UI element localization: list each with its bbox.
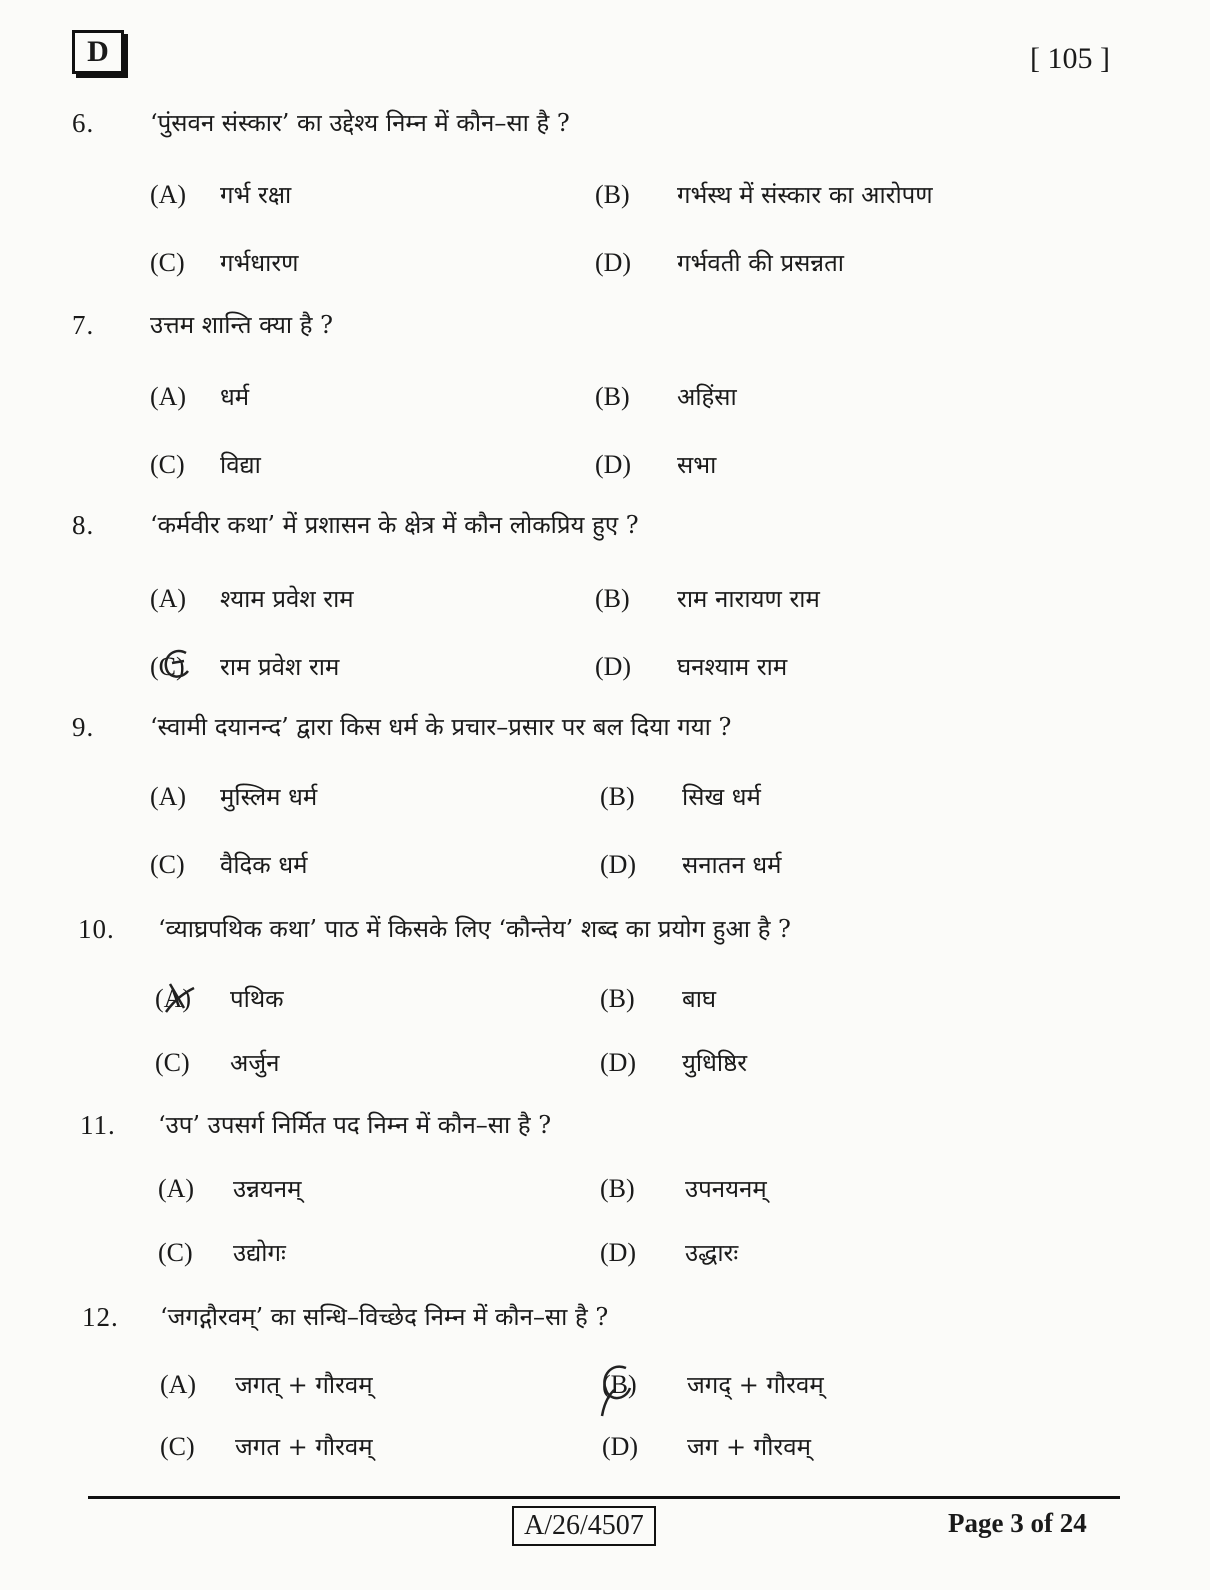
option-label: (B) xyxy=(595,180,630,209)
option-b xyxy=(600,982,716,1015)
option-label: (C) xyxy=(150,652,185,681)
option-label: (B) xyxy=(595,382,630,411)
option-text: पथिक xyxy=(230,985,284,1013)
option-text: गर्भ रक्षा xyxy=(220,181,292,209)
option-text: युधिष्ठिर xyxy=(682,1049,748,1077)
option-label: (A) xyxy=(150,382,187,411)
option-text: धर्म xyxy=(220,383,250,411)
question-text: ‘स्वामी दयानन्द’ द्वारा किस धर्म के प्रचार–प्रसार पर बल दिया गया ? xyxy=(150,713,732,741)
question-7 xyxy=(0,310,1210,510)
option-label: (C) xyxy=(150,248,185,277)
page-reference: [ 105 ] xyxy=(1030,42,1110,75)
option-text: जगत् + गौरवम् xyxy=(235,1371,373,1399)
option-text: गर्भवती की प्रसन्नता xyxy=(677,249,844,277)
option-label: (C) xyxy=(150,850,185,879)
question-text: ‘कर्मवीर कथा’ में प्रशासन के क्षेत्र में कौन लोकप्रिय हुए ? xyxy=(150,511,639,539)
set-code-box: D xyxy=(72,30,124,74)
option-text: जगत + गौरवम् xyxy=(235,1433,373,1461)
option-a xyxy=(150,380,249,413)
option-label: (C) xyxy=(150,450,185,479)
option-label: (D) xyxy=(600,850,637,879)
option-c xyxy=(155,1046,279,1079)
option-b xyxy=(600,780,761,813)
question-number: 12. xyxy=(82,1302,119,1332)
question-text: ‘व्याघ्रपथिक कथा’ पाठ में किसके लिए ‘कौन्तेय’ शब्द का प्रयोग हुआ है ? xyxy=(158,915,791,943)
option-label: (D) xyxy=(600,1048,637,1077)
option-label: (B) xyxy=(600,782,635,811)
option-label: (A) xyxy=(155,984,192,1013)
option-d xyxy=(595,448,716,481)
option-d xyxy=(595,246,844,279)
option-label: (B) xyxy=(595,584,630,613)
option-label: (D) xyxy=(595,450,632,479)
question-text: उत्तम शान्ति क्या है ? xyxy=(150,311,334,339)
option-label: (B) xyxy=(600,984,635,1013)
question-number: 8. xyxy=(72,510,95,540)
option-text: बाघ xyxy=(682,985,717,1013)
option-label: (B) xyxy=(600,1174,635,1203)
question-text: ‘उप’ उपसर्ग निर्मित पद निम्न में कौन–सा है ? xyxy=(158,1111,552,1139)
option-d xyxy=(600,1046,747,1079)
option-text: वैदिक धर्म xyxy=(220,851,308,879)
option-label: (A) xyxy=(158,1174,195,1203)
option-text: उपनयनम् xyxy=(685,1175,767,1203)
option-text: सभा xyxy=(677,451,717,479)
option-d xyxy=(600,1236,738,1269)
option-label: (C) xyxy=(158,1238,193,1267)
option-c xyxy=(150,448,261,481)
question-12 xyxy=(0,1302,1210,1502)
question-11 xyxy=(0,1110,1210,1310)
option-c xyxy=(158,1236,286,1269)
option-label: (A) xyxy=(150,782,187,811)
question-text: ‘पुंसवन संस्कार’ का उद्देश्य निम्न में कौन–सा है ? xyxy=(150,109,570,137)
option-text: अर्जुन xyxy=(230,1049,280,1077)
footer-rule xyxy=(88,1496,1120,1499)
option-label: (D) xyxy=(595,248,632,277)
option-c xyxy=(150,650,339,683)
option-c xyxy=(150,246,299,279)
option-a xyxy=(150,780,317,813)
option-text: अहिंसा xyxy=(677,383,737,411)
option-text: मुस्लिम धर्म xyxy=(220,783,318,811)
option-label: (A) xyxy=(160,1370,197,1399)
question-9 xyxy=(0,712,1210,912)
option-text: श्याम प्रवेश राम xyxy=(220,585,354,613)
option-text: घनश्याम राम xyxy=(677,653,788,681)
option-text: गर्भधारण xyxy=(220,249,299,277)
option-text: उन्नयनम् xyxy=(233,1175,302,1203)
option-b xyxy=(595,582,820,615)
question-number: 6. xyxy=(72,108,95,138)
option-d xyxy=(602,1430,811,1463)
option-text: उद्धारः xyxy=(685,1239,739,1267)
question-number: 11. xyxy=(80,1110,116,1140)
option-b xyxy=(595,178,933,211)
question-number: 7. xyxy=(72,310,95,340)
paper-code: A/26/4507 xyxy=(512,1506,656,1546)
option-text: जग + गौरवम् xyxy=(687,1433,811,1461)
question-6 xyxy=(0,108,1210,308)
page-number: Page 3 of 24 xyxy=(948,1508,1087,1538)
option-text: राम प्रवेश राम xyxy=(220,653,340,681)
option-text: सिख धर्म xyxy=(682,783,761,811)
option-text: राम नारायण राम xyxy=(677,585,820,613)
option-label: (C) xyxy=(160,1432,195,1461)
option-c xyxy=(160,1430,373,1463)
question-10 xyxy=(0,914,1210,1114)
option-a xyxy=(158,1172,301,1205)
option-b xyxy=(600,1172,767,1205)
option-label: (C) xyxy=(155,1048,190,1077)
option-b xyxy=(595,380,737,413)
option-text: उद्योगः xyxy=(233,1239,286,1267)
question-number: 9. xyxy=(72,712,95,742)
option-label: (D) xyxy=(600,1238,637,1267)
option-a xyxy=(160,1368,373,1401)
option-d xyxy=(600,848,782,881)
option-label: (D) xyxy=(595,652,632,681)
question-8 xyxy=(0,510,1210,710)
option-label: (A) xyxy=(150,584,187,613)
option-text: सनातन धर्म xyxy=(682,851,782,879)
question-text: ‘जगद्गौरवम्’ का सन्धि–विच्छेद निम्न में कौन–सा है ? xyxy=(160,1303,609,1331)
option-text: गर्भस्थ में संस्कार का आरोपण xyxy=(677,181,933,209)
option-label: (D) xyxy=(602,1432,639,1461)
option-label: (B) xyxy=(602,1370,637,1399)
option-label: (A) xyxy=(150,180,187,209)
option-c xyxy=(150,848,307,881)
option-b xyxy=(602,1368,824,1401)
option-a xyxy=(155,982,284,1015)
option-a xyxy=(150,178,291,211)
option-text: विद्या xyxy=(220,451,261,479)
option-a xyxy=(150,582,354,615)
option-d xyxy=(595,650,787,683)
question-number: 10. xyxy=(78,914,115,944)
option-text: जगद् + गौरवम् xyxy=(687,1371,824,1399)
